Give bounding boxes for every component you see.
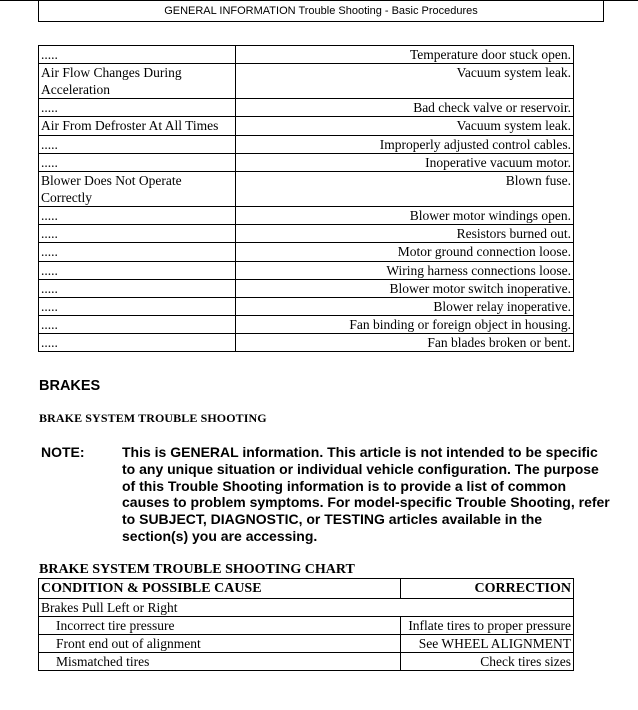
table-row	[39, 243, 574, 261]
correction-cell: Vacuum system leak.	[236, 64, 574, 99]
condition-cell: .....	[39, 261, 236, 279]
cause-cell: Mismatched tires	[39, 653, 401, 671]
table-row	[39, 279, 574, 297]
condition-cell: Blower Does Not Operate Correctly	[39, 171, 236, 206]
correction-cell: Inflate tires to proper pressure	[401, 617, 574, 635]
table-row	[39, 225, 574, 243]
correction-cell: Fan blades broken or bent.	[236, 334, 574, 352]
condition-cell: .....	[39, 225, 236, 243]
column-header-condition: CONDITION & POSSIBLE CAUSE	[39, 579, 401, 599]
correction-cell: Resistors burned out.	[236, 225, 574, 243]
table-row	[39, 99, 574, 117]
correction-cell: See WHEEL ALIGNMENT	[401, 635, 574, 653]
table-row	[39, 635, 574, 653]
correction-cell: Improperly adjusted control cables.	[236, 135, 574, 153]
table-row	[39, 64, 574, 99]
table-row	[39, 153, 574, 171]
condition-cell: .....	[39, 279, 236, 297]
table-row	[39, 334, 574, 352]
column-header-correction: CORRECTION	[401, 579, 574, 599]
brake-trouble-table	[38, 578, 574, 671]
table-row	[39, 316, 574, 334]
condition-cell: .....	[39, 297, 236, 315]
correction-cell: Wiring harness connections loose.	[236, 261, 574, 279]
correction-cell: Blower motor windings open.	[236, 206, 574, 224]
table-row	[39, 297, 574, 315]
table-group-row	[39, 599, 574, 617]
table-row	[39, 46, 574, 64]
table-row	[39, 117, 574, 135]
table-header-row	[39, 579, 574, 599]
section-heading: BRAKES	[39, 378, 101, 394]
group-label: Brakes Pull Left or Right	[39, 599, 574, 617]
correction-cell: Blower relay inoperative.	[236, 297, 574, 315]
condition-cell: .....	[39, 153, 236, 171]
condition-cell: Air From Defroster At All Times	[39, 117, 236, 135]
correction-cell: Blower motor switch inoperative.	[236, 279, 574, 297]
section-subheading: BRAKE SYSTEM TROUBLE SHOOTING	[39, 411, 267, 425]
condition-cell: .....	[39, 316, 236, 334]
chart-title: BRAKE SYSTEM TROUBLE SHOOTING CHART	[39, 562, 355, 577]
table-row	[39, 261, 574, 279]
correction-cell: Fan binding or foreign object in housing.	[236, 316, 574, 334]
condition-cell: .....	[39, 99, 236, 117]
correction-cell: Bad check valve or reservoir.	[236, 99, 574, 117]
correction-cell: Temperature door stuck open.	[236, 46, 574, 64]
cause-cell: Incorrect tire pressure	[39, 617, 401, 635]
condition-cell: .....	[39, 334, 236, 352]
correction-cell: Vacuum system leak.	[236, 117, 574, 135]
table-row	[39, 653, 574, 671]
condition-cell: .....	[39, 135, 236, 153]
condition-cell: .....	[39, 243, 236, 261]
condition-cell: .....	[39, 46, 236, 64]
table-row	[39, 617, 574, 635]
correction-cell: Motor ground connection loose.	[236, 243, 574, 261]
correction-cell: Inoperative vacuum motor.	[236, 153, 574, 171]
correction-cell: Blown fuse.	[236, 171, 574, 206]
note-text: This is GENERAL information. This article is not intended to be specific to any unique situation or individual vehicle configuration. The purpose of this Trouble Shooting information is to provide a list of common causes to problem symptoms. For model-specific Trouble Shooting, refer to SUBJECT, DIAGNOSTIC, or TESTING articles available in the section(s) you are accessing.	[122, 444, 610, 544]
table-row	[39, 206, 574, 224]
ac-trouble-table	[38, 45, 574, 352]
cause-cell: Front end out of alignment	[39, 635, 401, 653]
table-row	[39, 135, 574, 153]
page-header	[38, 0, 604, 22]
table-row	[39, 171, 574, 206]
note-label: NOTE:	[41, 444, 85, 460]
page-header-title: GENERAL INFORMATION Trouble Shooting - Basic Procedures	[164, 4, 478, 17]
condition-cell: Air Flow Changes During Acceleration	[39, 64, 236, 99]
condition-cell: .....	[39, 206, 236, 224]
correction-cell: Check tires sizes	[401, 653, 574, 671]
